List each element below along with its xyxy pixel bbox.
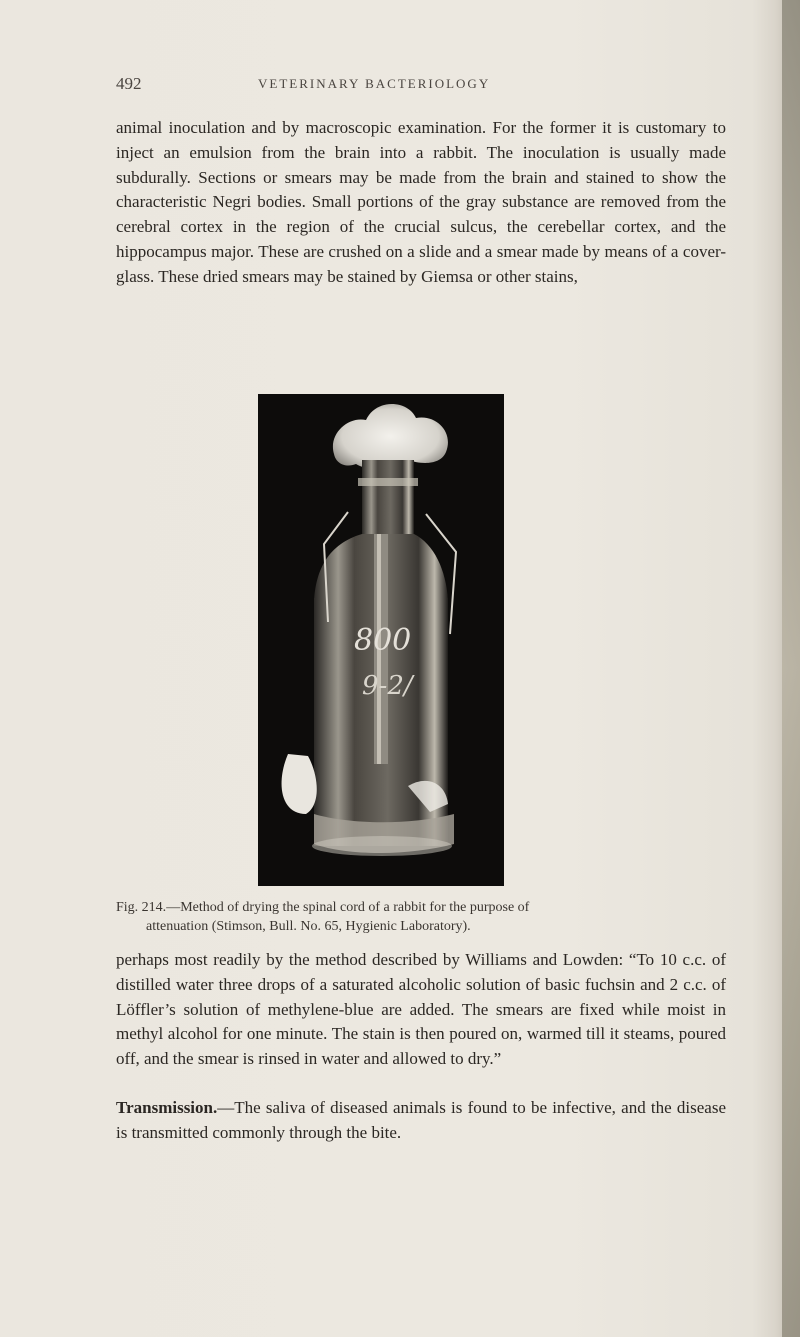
paragraph-3-text: —The saliva of diseased animals is found to be infective, and the disease is transmitted commonly through the bite. <box>116 1098 726 1142</box>
paragraph-3 <box>116 1096 726 1146</box>
caption-label: Fig. 214. <box>116 900 167 915</box>
paragraph-2: perhaps most readily by the method described by Williams and Lowden: “To 10 c.c. of distilled water three drops of a saturated alcoholic solution of basic fuchsin and 2 c.c. of Löffler’s solution of methylene-blue are added. The smears are fixed while moist in methyl alcohol for one minute. The stain is then poured on, warmed till it steams, poured off, and the smear is rinsed in water and allowed to dry.” <box>116 950 726 1069</box>
section-run-in-heading: Transmission. <box>116 1098 218 1117</box>
bottle-marking-top: 800 <box>354 623 412 658</box>
running-title: VETERINARY BACTERIOLOGY <box>258 76 491 91</box>
caption-text-line2: attenuation (Stimson, Bull. No. 65, Hygienic Laboratory). <box>146 919 471 934</box>
caption-text-line1: —Method of drying the spinal cord of a rabbit for the purpose of <box>166 900 530 915</box>
page-edge-shadow <box>782 0 800 1337</box>
bottle-marking-bottom: 9-2/ <box>362 671 413 701</box>
paragraph-1: animal inoculation and by macroscopic examination. For the former it is customary to inject an emulsion from the brain into a rabbit. The inoculation is usually made subdurally. Sections or smears may be made from the brain and stained to show the characteristic Negri bodies. Small portions of the gray substance are removed from the cerebral cortex in the region of the crucial sulcus, the cerebellar cortex, and the hippocampus major. These are crushed on a slide and a smear made by means of a cover-glass. These dried smears may be stained by Giemsa or other stains, <box>116 118 726 286</box>
bottle-photo-illustration <box>258 394 504 886</box>
figure-photograph <box>258 394 504 886</box>
page-number: 492 <box>116 74 142 93</box>
figure-caption <box>116 898 726 936</box>
